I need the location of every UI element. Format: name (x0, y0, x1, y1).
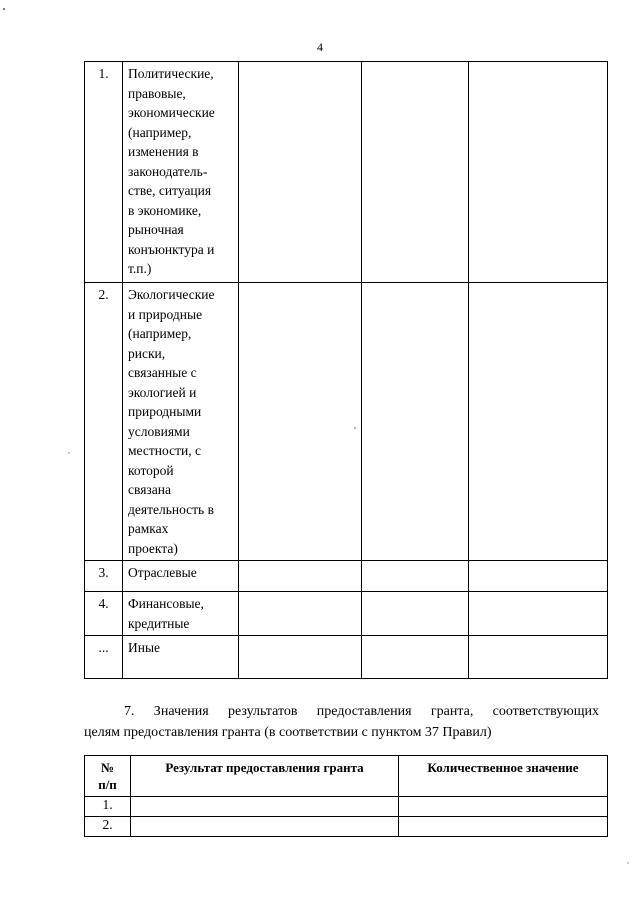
scan-speck (3, 8, 5, 10)
risk-name-line: деятельность в (128, 501, 214, 517)
risk-name-line: рыночная (128, 222, 184, 237)
risk-name (123, 592, 239, 636)
risk-name-line: (например, (128, 326, 192, 341)
row-number: ... (85, 636, 123, 679)
grant-results-header (85, 756, 608, 797)
risk-name-line: Иные (128, 640, 161, 655)
quantity-cell (399, 817, 608, 837)
grant-results-table (84, 755, 608, 837)
risk-name-line: экологией и (128, 384, 197, 400)
risk-name (123, 283, 239, 561)
page-number: 4 (317, 40, 323, 54)
table-row (85, 817, 608, 837)
risk-name-line: проекта) (128, 540, 178, 556)
header-number (85, 756, 131, 797)
risk-row-ecological (85, 283, 608, 561)
risk-name-line: (например, (128, 124, 192, 140)
result-cell (131, 797, 399, 817)
empty-cell (362, 561, 469, 592)
empty-cell (469, 283, 608, 561)
header-quantity: Количественное значение (399, 756, 608, 797)
risk-name-line: местности, с (128, 443, 201, 458)
scan-speck (354, 427, 356, 429)
risk-name-line: природными (128, 404, 202, 419)
empty-cell (362, 283, 469, 561)
empty-cell (362, 592, 469, 636)
empty-cell (469, 592, 608, 636)
empty-cell (469, 62, 608, 283)
risk-name-line: условиями (128, 423, 190, 439)
section-7-paragraph (84, 701, 599, 743)
risk-name-line: правовые, (128, 85, 186, 101)
risk-table (84, 61, 608, 679)
quantity-cell (399, 797, 608, 817)
row-number: 1. (85, 797, 131, 817)
empty-cell (239, 62, 362, 283)
row-number: 1. (85, 62, 123, 283)
result-cell (131, 817, 399, 837)
risk-name-line: рамках (128, 521, 169, 536)
row-number: 2. (85, 817, 131, 837)
section-7-line-2: целям предоставления гранта (в соответствии с пунктом 37 Правил) (84, 725, 492, 740)
scan-speck (627, 862, 629, 864)
risk-name (123, 62, 239, 283)
empty-cell (362, 62, 469, 283)
risk-name-line: риски, (128, 345, 166, 361)
row-number: 4. (85, 592, 123, 636)
empty-cell (239, 592, 362, 636)
header-number-line: п/п (98, 777, 117, 792)
risk-name-line: Политические, (128, 66, 214, 81)
risk-name-line: законодатель- (128, 163, 208, 179)
risk-name-line: связана (128, 482, 171, 497)
empty-cell (239, 636, 362, 679)
risk-name-line: связанные с (128, 365, 197, 380)
risk-name-line: Отраслевые (128, 565, 197, 580)
risk-name (123, 561, 239, 592)
scan-speck (68, 452, 70, 454)
risk-row-other (85, 636, 608, 679)
empty-cell (469, 636, 608, 679)
row-number: 3. (85, 561, 123, 592)
header-number-line: № (100, 760, 115, 775)
header-result: Результат предоставления гранта (131, 756, 399, 797)
risk-name-line: в экономике, (128, 202, 202, 218)
risk-name-line: экономические (128, 105, 215, 120)
risk-name-line: изменения в (128, 144, 199, 159)
risk-name-line: кредитные (128, 615, 190, 631)
risk-name-line: Финансовые, (128, 596, 204, 611)
empty-cell (239, 283, 362, 561)
risk-name-line: т.п.) (128, 261, 152, 276)
risk-row-financial (85, 592, 608, 636)
section-7-line-1: 7. Значения результатов предоставления гранта, соответствующих (124, 704, 599, 719)
risk-row-political (85, 62, 608, 283)
risk-name-line: конъюнктура и (128, 241, 215, 257)
risk-name-line: Экологические (128, 287, 215, 302)
table-row (85, 797, 608, 817)
empty-cell (239, 561, 362, 592)
risk-name (123, 636, 239, 679)
empty-cell (469, 561, 608, 592)
risk-row-industry (85, 561, 608, 592)
empty-cell (362, 636, 469, 679)
risk-name-line: стве, ситуация (128, 183, 212, 198)
risk-name-line: и природные (128, 306, 203, 322)
row-number: 2. (85, 283, 123, 561)
risk-name-line: которой (128, 462, 174, 478)
